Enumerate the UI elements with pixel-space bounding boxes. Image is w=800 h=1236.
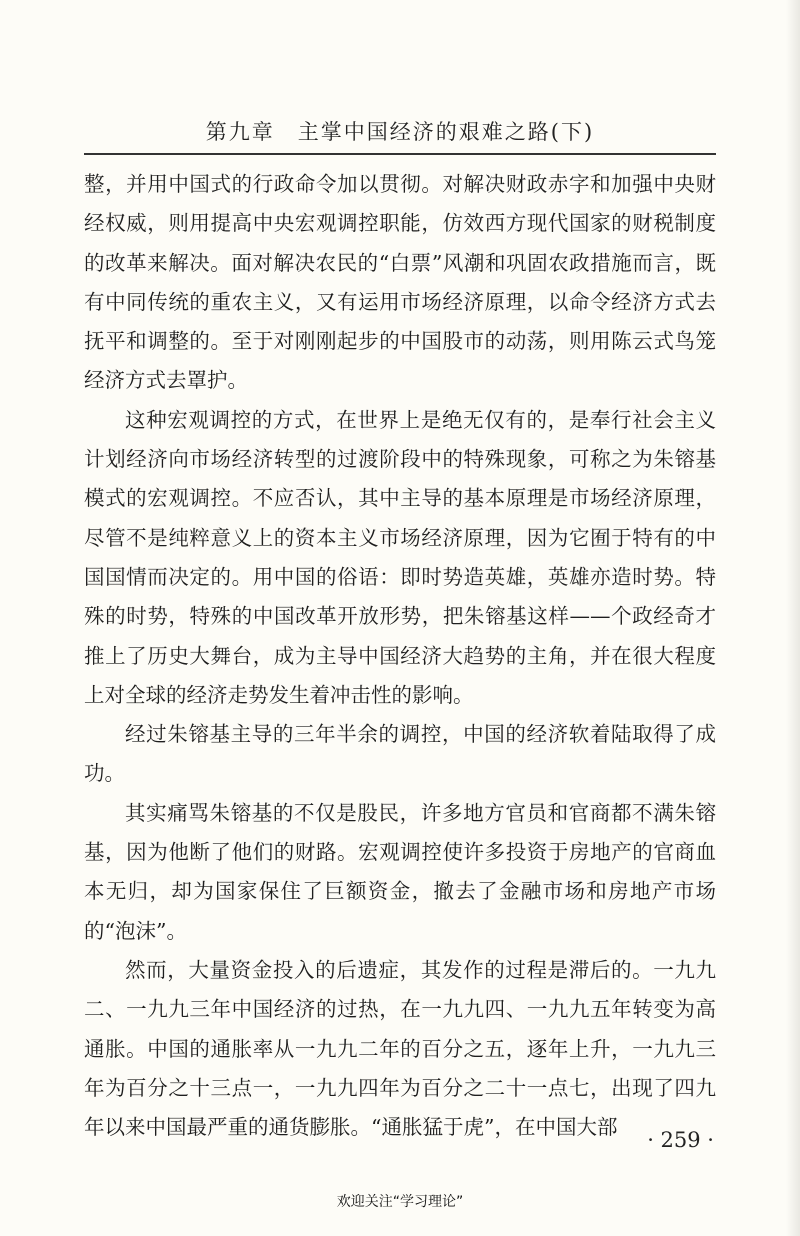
paragraph-4: 其实痛骂朱镕基的不仅是股民，许多地方官员和官商都不满朱镕基，因为他断了他们的财路。宏观调控使许多投资于房地产的官商血本无归，却为国家保住了巨额资金，撤去了金融市场和房地产市场的“泡沫”。 <box>84 800 716 943</box>
header-rule <box>84 153 716 155</box>
page-number: · 259 · <box>647 1128 714 1152</box>
paragraph-5: 然而，大量资金投入的后遗症，其发作的过程是滞后的。一九九二、一九九三年中国经济的过热，在一九九四、一九九五年转变为高通胀。中国的通胀率从一九九二年的百分之五，逐年上升，一九九三年为百分之十三点一，一九九四年为百分之二十一点七，出现了四九年以来中国最严重的通货膨胀。“通胀猛于虎”，在中国大部 <box>84 957 716 1140</box>
paragraph-2: 这种宏观调控的方式，在世界上是绝无仅有的，是奉行社会主义计划经济向市场经济转型的过渡阶段中的特殊现象，可称之为朱镕基模式的宏观调控。不应否认，其中主导的基本原理是市场经济原理，尽管不是纯粹意义上的资本主义市场经济原理，因为它囿于特有的中国国情而决定的。用中国的俗语：即时势造英雄，英雄亦造时势。特殊的时势，特殊的中国改革开放形势，把朱镕基这样——个政经奇才推上了历史大舞台，成为主导中国经济大趋势的主角，并在很大程度上对全球的经济走势发生着冲击性的影响。 <box>84 407 716 707</box>
footer-note: 欢迎关注“学习理论” <box>336 1194 464 1210</box>
running-head: 第九章 主掌中国经济的艰难之路(下) <box>205 120 595 144</box>
paragraph-1: 整，并用中国式的行政命令加以贯彻。对解决财政赤字和加强中央财经权威，则用提高中央宏观调控职能，仿效西方现代国家的财税制度的改革来解决。面对解决农民的“白票”风潮和巩固农政措施而言，既有中同传统的重农主义，又有运用市场经济原理，以命令经济方式去抚平和调整的。至于对刚刚起步的中国股市的动荡，则用陈云式鸟笼经济方式去罩护。 <box>84 172 716 393</box>
body-text <box>84 165 716 1147</box>
paragraph-3: 经过朱镕基主导的三年半余的调控，中国的经济软着陆取得了成功。 <box>84 722 716 786</box>
scan-edge-shadow <box>786 0 800 1236</box>
